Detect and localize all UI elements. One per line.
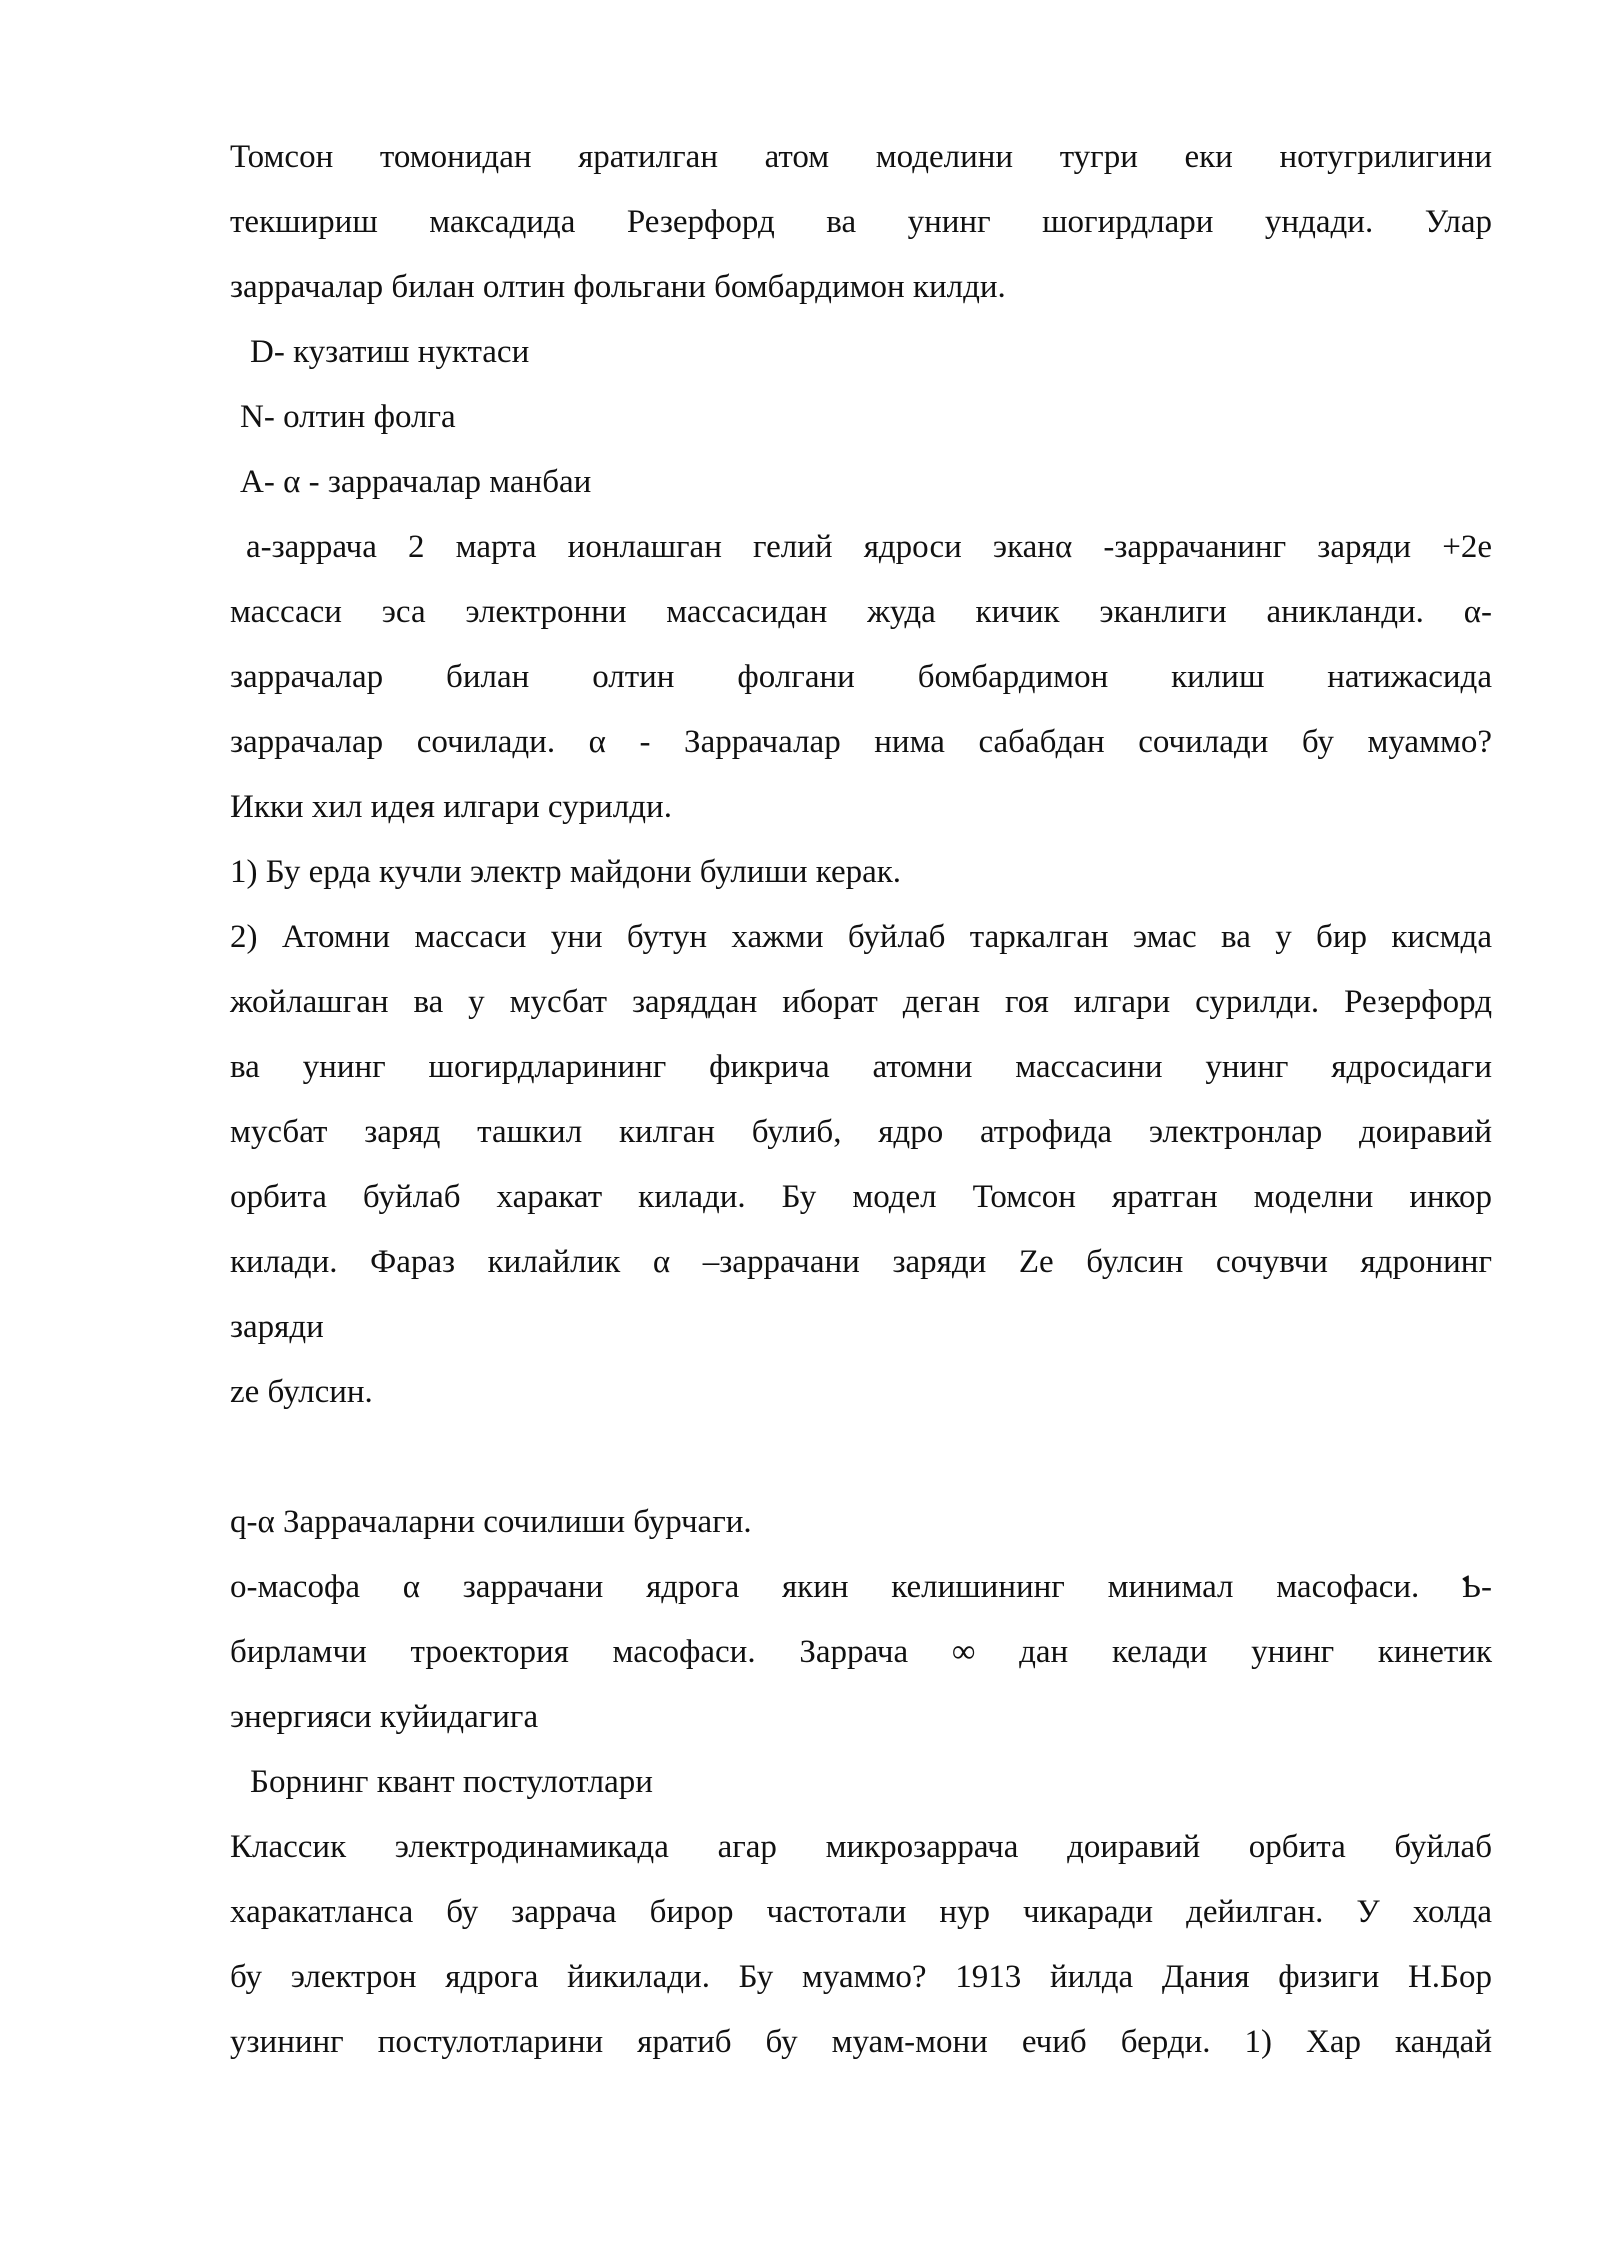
text-line: заряди (230, 1309, 324, 1345)
text-line: орбита буйлаб харакат килади. Бу модел Томсон яратган моделни инкор (230, 1179, 1492, 1215)
text-line: мусбат заряд ташкил килган булиб, ядро атрофида электронлар доиравий (230, 1114, 1492, 1150)
section-heading: Борнинг квант постулотлари (250, 1764, 653, 1800)
text-line: бирламчи троектория масофаси. Заррача ∞ дан келади унинг кинетик (230, 1634, 1492, 1670)
text-line: ва унинг шогирдларининг фикрича атомни массасини унинг ядросидаги (230, 1049, 1492, 1085)
text-line: харакатланса бу заррача бирор частотали нур чикаради дейилган. У холда (230, 1894, 1492, 1930)
text-line: заррачалар билан олтин фолгани бомбардимон килиш натижасида (230, 659, 1492, 695)
text-line: Томсон томонидан яратилган атом моделини тугри еки нотугрилигини (230, 139, 1492, 175)
text-line: 1) Бу ерда кучли электр майдони булиши керак. (230, 854, 902, 890)
text-line: Икки хил идея илгари сурилди. (230, 789, 672, 825)
text-line: заррачалар билан олтин фольгани бомбардимон килди. (230, 269, 1006, 305)
text-line: жойлашган ва у мусбат заряддан иборат деган гоя илгари сурилди. Резерфорд (230, 984, 1492, 1020)
text-line: килади. Фараз килайлик α –заррачани заряди Ze булсин сочувчи ядронинг (230, 1244, 1492, 1280)
text-line: ze булсин. (230, 1374, 373, 1410)
text-line: массаси эса электронни массасидан жуда кичик эканлиги аникланди. α- (230, 594, 1492, 630)
text-line: Классик электродинамикада агар микрозаррача доиравий орбита буйлаб (230, 1829, 1492, 1865)
text-line: энергияси куйидагига (230, 1699, 539, 1735)
text-line: узининг постулотларини яратиб бу муам-мони ечиб берди. 1) Хар кандай (230, 2024, 1492, 2060)
text-line: 2) Атомни массаси уни бутун хажми буйлаб таркалган эмас ва у бир кисмда (230, 919, 1492, 955)
text-line: бу электрон ядрога йикилади. Бу муаммо? 1913 йилда Дания физиги Н.Бор (230, 1959, 1492, 1995)
text-line: текшириш максадида Резерфорд ва унинг шогирдлари ундади. Улар (230, 204, 1492, 240)
text-line: А- α - заррачалар манбаи (240, 464, 592, 500)
text-line: а-заррача 2 марта ионлашган гелий ядроси эканα -заррачанинг заряди +2е (246, 529, 1492, 565)
text-line: о-масофа α заррачани ядрога якин келишининг минимал масофаси. Ƅ- (230, 1569, 1492, 1605)
text-line: q-α Заррачаларни сочилиши бурчаги. (230, 1504, 752, 1540)
text-line: D- кузатиш нуктаси (250, 334, 530, 370)
text-line: заррачалар сочилади. α - Заррачалар нима сабабдан сочилади бу муаммо? (230, 724, 1492, 760)
text-line: N- олтин фолга (240, 399, 456, 435)
